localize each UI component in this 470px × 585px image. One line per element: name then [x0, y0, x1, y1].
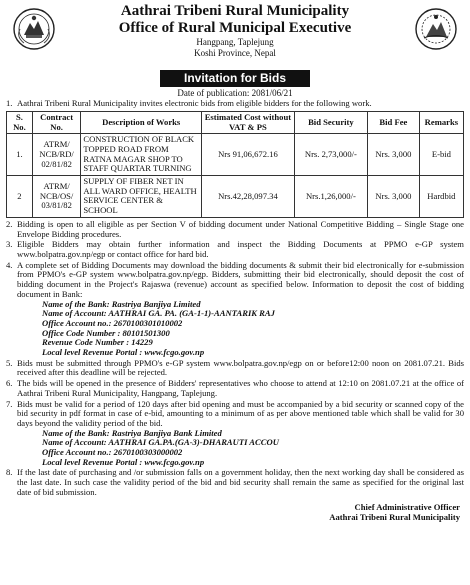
table-row: [7, 176, 464, 218]
list-item-4: [6, 261, 464, 300]
item-number: 5.: [6, 357, 13, 368]
bank-revenue-portal: Local level Revenue Portal : www.fcgo.gov.np: [42, 456, 205, 467]
nepal-emblem-icon: [12, 7, 56, 51]
header-remarks: Remarks: [419, 111, 463, 133]
bids-table: [6, 111, 464, 218]
publication-date: Date of publication: 2081/06/21: [177, 88, 293, 98]
table-row: [7, 134, 464, 176]
item-text: If the last date of purchasing and /or submission falls on a government holiday, then the next working day shall be considered as the last date. In such case the validity period of the bid and bid security shall remain the same as specified for the original last date of bid submission.: [17, 467, 464, 497]
cell-cost: Nrs 91,06,672.16: [202, 134, 295, 176]
bank-account-number: Office Account no.: 2670100303000002: [42, 447, 183, 458]
notice-heading: Invitation for Bids: [160, 70, 310, 87]
item-text: Bids must be submitted through PPMO's e-GP system www.bolpatra.gov.np/egp on or before12:00 noon on 2081.07.21. Bids received after this deadline will be rejected.: [17, 357, 464, 378]
item-number: 2.: [6, 218, 13, 229]
header-province: Koshi Province, Nepal: [194, 48, 276, 58]
signature-block: [6, 502, 464, 523]
header-sno: S. No.: [7, 111, 33, 133]
item-number: 8.: [6, 467, 13, 478]
signatory-title: Chief Administrative Officer: [354, 501, 460, 512]
bank-office-code: Office Code Number : 80101501300: [42, 327, 170, 338]
header-description: Description of Works: [81, 111, 202, 133]
cell-description: SUPPLY OF FIBER NET IN ALL WARD OFFICE, HEALTH SERVICE CENTER & SCHOOL: [81, 176, 202, 218]
cell-description: CONSTRUCTION OF BLACK TOPPED ROAD FROM RATNA MAGAR SHOP TO STAFF QUARTAR TURNING: [81, 134, 202, 176]
item-text: A complete set of Bidding Documents may download the bidding documents & submit their bid electronically for e-submission from PPMO's e-GP system www.bolpatra.gov.np/egp. Bidders, submitting their bid electronically, should deposit the cost of bidding document in the Project's Rajaswa (revenue) account as specified below. Information to deposit the cost of bidding document in Bank:: [17, 259, 464, 299]
item-text: Bids must be valid for a period of 120 days after bid opening and must be accompanied by a bid security or scanned copy of the bid security in pdf format in case of e-bid, amounting to a minimum of as per above mentioned table which shall be valid for 30 days beyond the validity period of the bid.: [17, 398, 464, 428]
list-item-7: [6, 400, 464, 429]
header-address: Hangpang, Taplejung: [196, 37, 274, 47]
list-item-3: [6, 240, 464, 259]
header: [6, 3, 464, 66]
item-number: 6.: [6, 378, 13, 389]
list-item-5: [6, 359, 464, 378]
cell-contract: ATRM/ NCB/OS/ 03/81/82: [32, 176, 81, 218]
bank-name: Name of the Bank: Rastriya Banjiya Limited: [42, 298, 201, 309]
item-number: 4.: [6, 259, 13, 270]
item-text: Bidding is open to all eligible as per Section V of bidding document under National Competitive Bidding – Single Stage one Envelope Bidding procedures.: [17, 218, 464, 239]
header-fee: Bid Fee: [368, 111, 420, 133]
cell-sno: 2: [7, 176, 33, 218]
cell-fee: Nrs. 3,000: [368, 134, 420, 176]
bank-revenue-code: Revenue Code Number : 14229: [42, 337, 153, 348]
bank-revenue-portal: Local level Revenue Portal : www.fcgo.gov.np: [42, 347, 205, 358]
bank-name: Name of the Bank: Rastriya Banjiya Bank Limited: [42, 427, 222, 438]
signatory-org: Aathrai Tribeni Rural Municipality: [329, 511, 460, 522]
bank-details-revenue: [6, 300, 464, 358]
list-item-8: [6, 468, 464, 497]
bank-account-number: Office Account no.: 2670100301010002: [42, 317, 183, 328]
item-number: 7.: [6, 398, 13, 409]
bank-account-name: Name of Account: AATHRAI GA.PA.(GA-3)-DHARAUTI ACCOU: [42, 437, 279, 448]
list-item-6: [6, 379, 464, 398]
item-number: 3.: [6, 239, 13, 250]
item-text: Aathrai Tribeni Rural Municipality invites electronic bids from eligible bidders for the following work.: [17, 98, 372, 109]
municipality-logo-icon: [414, 7, 458, 51]
cell-remarks: Hardbid: [419, 176, 463, 218]
table-header-row: [7, 111, 464, 133]
cell-security: Nrs. 2,73,000/-: [294, 134, 367, 176]
cell-security: Nrs.1,26,000/-: [294, 176, 367, 218]
item-text: Eligible Bidders may obtain further information and inspect the Bidding Documents at PPMO e-GP system www.bolpatra.gov.np/egp or contact office for hard bid.: [17, 239, 464, 259]
item-number: 1.: [6, 98, 13, 109]
item-text: The bids will be opened in the presence of Bidders' representatives who choose to attend at 12:10 on 2081.07.21 at the office of Aathrai Tribeni Rural Municipality, Hangpang, Taplejung.: [17, 378, 464, 398]
bank-account-name: Name of Account: AATHRAI GA. PA. (GA-1-1)-AANTARIK RAJ: [42, 308, 275, 319]
list-item-2: [6, 220, 464, 239]
header-title-municipality: Aathrai Tribeni Rural Municipality: [120, 3, 350, 19]
list-item-1: [6, 99, 464, 109]
cell-sno: 1.: [7, 134, 33, 176]
header-contract: Contract No.: [32, 111, 81, 133]
header-title-office: Office of Rural Municipal Executive: [118, 20, 352, 36]
cell-cost: Nrs.42,28,097.34: [202, 176, 295, 218]
header-cost: Estimated Cost without VAT & PS: [202, 111, 295, 133]
cell-fee: Nrs. 3,000: [368, 176, 420, 218]
cell-contract: ATRM/ NCB/RD/ 02/81/82: [32, 134, 81, 176]
header-security: Bid Security: [294, 111, 367, 133]
bank-details-security: [6, 429, 464, 468]
cell-remarks: E-bid: [419, 134, 463, 176]
